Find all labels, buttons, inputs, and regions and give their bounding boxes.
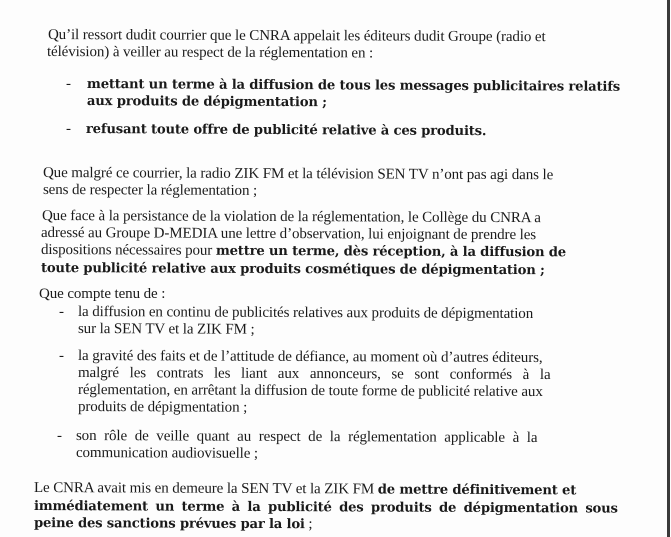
paragraph-5-line-3 [34, 515, 313, 533]
paragraph-5-line-1 [34, 480, 576, 499]
bullet-dash: - [59, 304, 64, 320]
bullet-dash: - [66, 76, 71, 92]
paragraph-3-line-3-bold: mettre un terme, dès réception, à la diffusion de [215, 243, 567, 261]
sub-bullet-3-line-1: son rôle de veille quant au respect de la réglementation applicable à la [75, 428, 538, 447]
page-edge-border [667, 0, 670, 537]
paragraph-5-line-3-normal: ; [304, 516, 313, 533]
paragraph-3-line-2: adressé au Groupe D-MEDIA une lettre d’observation, lui enjoignant de prendre les [40, 225, 537, 244]
sub-bullet-2-line-2: malgré les contrats les liant aux annonceurs, se sont conformés à la [77, 365, 551, 384]
paragraph-3-line-3-normal: dispositions nécessaires pour [40, 242, 216, 259]
paragraph-3-line-4: toute publicité relative aux produits cosmétiques de dépigmentation ; [40, 261, 545, 279]
sub-bullet-1-line-2: sur la SEN TV et la ZIK FM ; [77, 321, 255, 338]
sub-bullet-3-line-2: communication audiovisuelle ; [75, 445, 259, 462]
paragraph-3-line-3 [41, 242, 566, 261]
sub-bullet-2-line-1: la gravité des faits et de l’attitude de défiance, au moment où d’autres éditeurs, [77, 348, 543, 367]
paragraph-5-line-3-bold: peine des sanctions prévues par la loi [33, 516, 305, 533]
paragraph-5-line-1-bold: de mettre définitivement et [377, 482, 577, 499]
bullet-1-line-1: mettant un terme à la diffusion de tous les messages publicitaires relatifs [86, 76, 620, 95]
paragraph-2-line-1: Que malgré ce courrier, la radio ZIK FM et la télévision SEN TV n’ont pas agi dans le [42, 165, 554, 184]
bullet-dash: - [59, 348, 64, 364]
sub-bullet-1-line-1: la diffusion en continu de publicités relatives aux produits de dépigmentation [77, 304, 534, 322]
paragraph-5-line-1-normal: Le CNRA avait mis en demeure la SEN TV et la ZIK FM [33, 480, 378, 498]
paragraph-5-line-2: immédiatement un terme à la publicité des produits de dépigmentation sous [33, 499, 618, 517]
paragraph-2-line-2: sens de respecter la réglementation ; [42, 182, 258, 199]
bullet-1-line-2: aux produits de dépigmentation ; [86, 93, 327, 111]
bullet-dash: - [57, 428, 62, 444]
sub-bullet-2-line-4: produits de dépigmentation ; [77, 399, 248, 416]
sub-bullet-2-line-3: réglementation, en arrêtant la diffusion de toute forme de publicité relative aux [77, 382, 543, 401]
paragraph-4-intro: Que compte tenu de : [39, 286, 166, 302]
paragraph-1-line-1: Qu’il ressort dudit courrier que le CNRA appelait les éditeurs dudit Groupe (radio et [47, 27, 546, 46]
paragraph-1-line-2: télévision) à veiller au respect de la réglementation en : [46, 44, 374, 62]
bullet-dash: - [66, 121, 71, 137]
paragraph-3-line-1: Que face à la persistance de la violation de la réglementation, le Collège du CNRA a [41, 208, 541, 227]
bullet-2-line-1: refusant toute offre de publicité relative à ces produits. [85, 121, 487, 140]
